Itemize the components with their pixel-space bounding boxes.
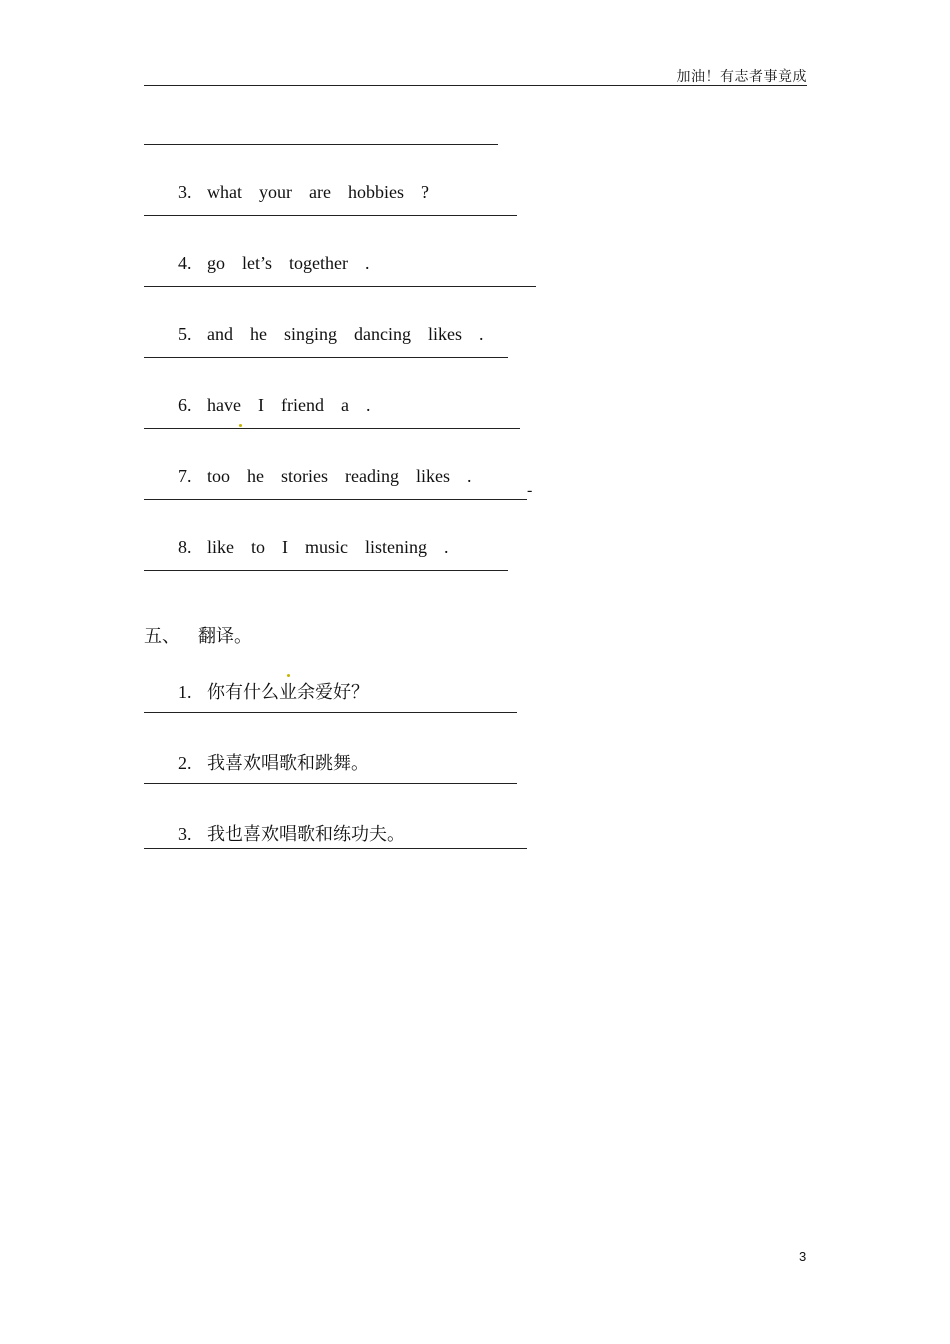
question-text: 我喜欢唱歌和跳舞。: [207, 753, 369, 773]
answer-line: [144, 144, 498, 145]
question-number: 3.: [178, 182, 192, 202]
question-number: 4.: [178, 253, 192, 273]
answer-line: [144, 499, 527, 500]
question-number: 6.: [178, 395, 192, 415]
ink-speck: [239, 424, 242, 427]
question-text: 我也喜欢唱歌和练功夫。: [207, 824, 405, 844]
question-number: 8.: [178, 537, 192, 557]
question-text: 你有什么业余爱好？: [207, 682, 369, 702]
question-number: 7.: [178, 466, 192, 486]
question-text: go let’s together .: [207, 253, 370, 273]
page-number: 3: [799, 1249, 807, 1264]
answer-line: [144, 215, 517, 216]
answer-line: [144, 848, 527, 849]
question-text: have I friend a .: [207, 395, 371, 415]
question-number: 5.: [178, 324, 192, 344]
question-number: 2.: [178, 753, 192, 773]
section-heading: 五、 翻译。: [144, 626, 252, 646]
question-text: what your are hobbies ?: [207, 182, 429, 202]
question-item: [144, 799, 405, 867]
question-text: and he singing dancing likes .: [207, 324, 484, 344]
ink-speck: [287, 674, 290, 677]
answer-line: [144, 357, 508, 358]
answer-line: [144, 712, 517, 713]
answer-line: [144, 428, 520, 429]
answer-line: [144, 286, 536, 287]
question-number: 1.: [178, 682, 192, 702]
stray-dash: -: [527, 482, 533, 499]
header-rule: [144, 85, 807, 86]
question-text: too he stories reading likes .: [207, 466, 472, 486]
question-item: [144, 728, 369, 796]
header-motto: 加油！有志者事竟成: [676, 70, 807, 85]
answer-line: [144, 570, 508, 571]
question-item: [144, 657, 369, 725]
question-text: like to I music listening .: [207, 537, 449, 557]
answer-line: [144, 783, 517, 784]
question-number: 3.: [178, 824, 192, 844]
